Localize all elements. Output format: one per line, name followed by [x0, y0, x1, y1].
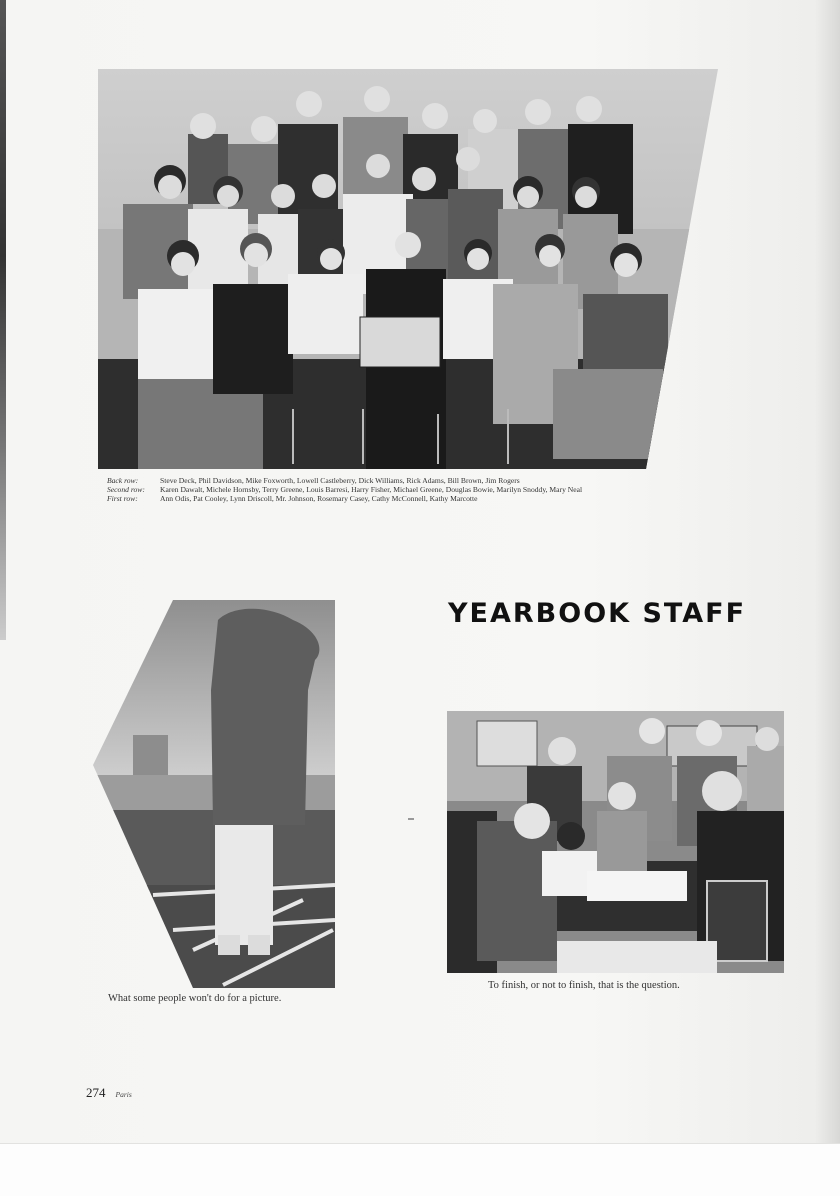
page-footer	[86, 1085, 132, 1101]
right-photo	[447, 711, 784, 973]
school-name: Paris	[115, 1090, 132, 1099]
caption-first-row: First row: Ann Odis, Pat Cooley, Lynn Driscoll, Mr. Johnson, Rosemary Casey, Cathy McConnell, Kathy Marcotte	[107, 494, 478, 503]
right-photo-caption: To finish, or not to finish, that is the question.	[488, 980, 680, 991]
left-photo-caption: What some people won't do for a picture.	[108, 993, 282, 1004]
page-number: 274	[86, 1085, 106, 1100]
left-photo	[93, 600, 335, 988]
caption-second-row: Second row: Karen Dawalt, Michele Hornsby, Terry Greene, Louis Barresi, Harry Fisher, Michael Greene, Douglas Bowie, Marilyn Snoddy, Mary Neal	[107, 485, 583, 494]
caption-back-row: Back row: Steve Deck, Phil Davidson, Mike Foxworth, Lowell Castleberry, Dick Williams, Rick Adams, Bill Brown, Jim Rogers	[107, 476, 520, 485]
page-title: YEARBOOK STAFF	[448, 598, 747, 629]
page-bottom-margin	[0, 1143, 840, 1196]
print-mark	[408, 818, 414, 820]
group-photo-caption	[107, 476, 607, 503]
binding-edge	[0, 0, 6, 640]
group-photo	[98, 69, 718, 469]
